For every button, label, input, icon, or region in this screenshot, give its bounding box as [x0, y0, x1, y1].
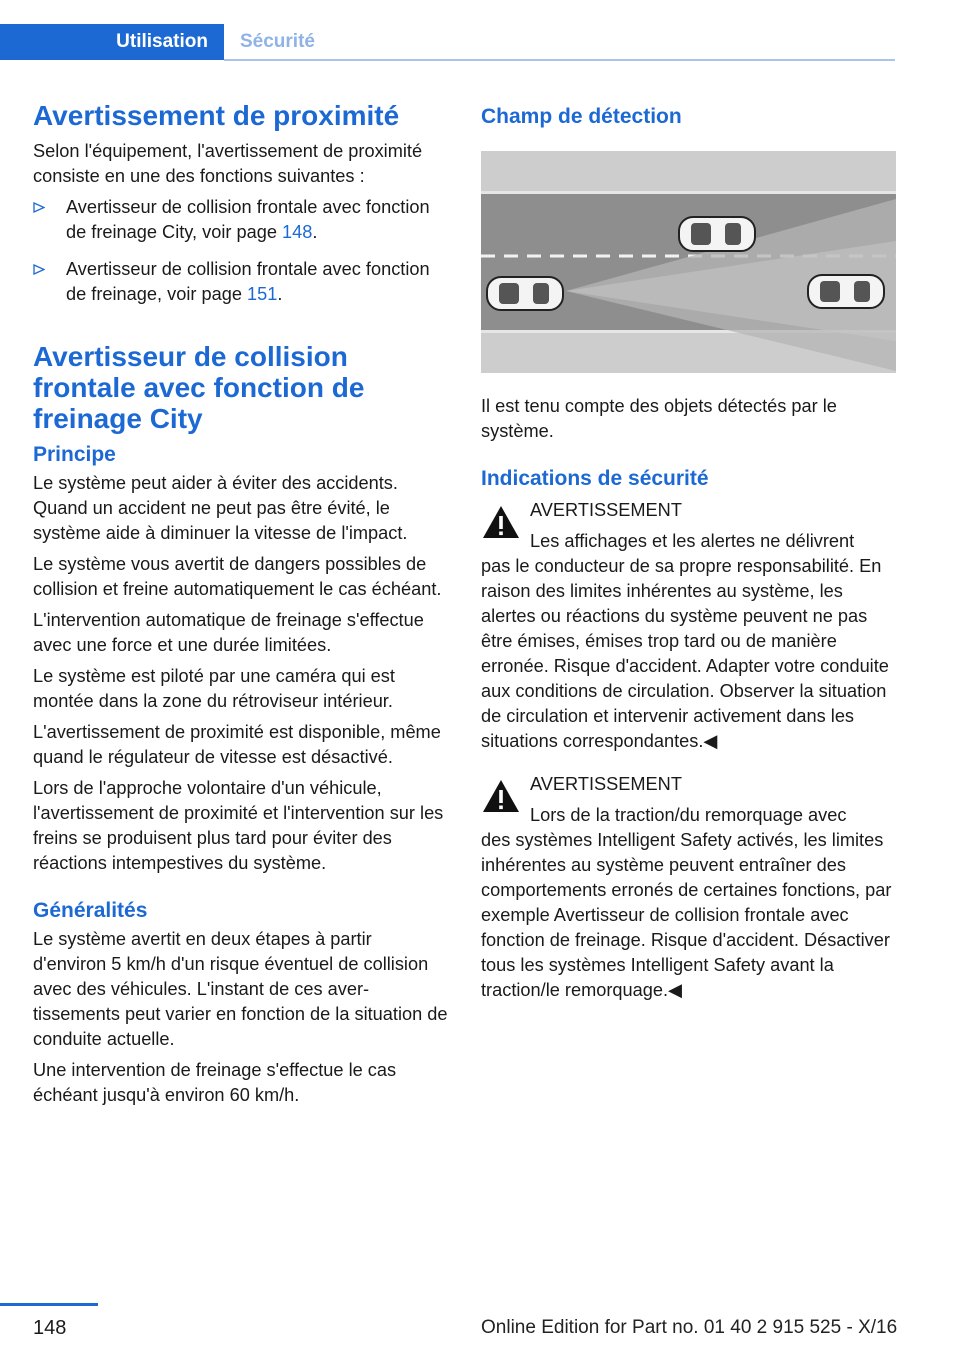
section-title-collision: Avertisseur de collision frontale avec fonction de freinage City [33, 341, 365, 434]
warning-text: Les affichages et les alertes ne délivrent pas le conducteur de sa propre responsabilité. En raison des limites inhérentes au système, les alertes ou réactions du système peuvent ne pas être émises, émises trop tard ou de manière erronée. Risque d'accident. Adapter votre conduite aux conditions de circulation. Observer la situation de circulation et intervenir activement dans les situations correspondantes.◀ [481, 531, 889, 751]
triangle-bullet-icon [33, 202, 45, 213]
right-column [481, 96, 896, 1003]
paragraph: Le système vous avertit de dangers possibles de collision et freine automatiquement le cas échéant. [33, 554, 442, 599]
paragraph: Une intervention de freinage s'effectue le cas échéant jusqu'à environ 60 km/h. [33, 1060, 397, 1105]
intro-paragraph: Selon l'équipement, l'avertissement de proximité consiste en une des fonctions suivantes : [33, 141, 423, 186]
header-bar [0, 24, 895, 62]
footer-rule [0, 1303, 98, 1306]
tab-utilisation[interactable]: Utilisation [0, 24, 224, 60]
paragraph: L'avertissement de proximité est disponible, même quand le régulateur de vitesse est désactivé. [33, 722, 441, 767]
list-item: Avertisseur de collision frontale avec fonction de freinage City, voir page 148. [33, 195, 448, 245]
figure-caption: Il est tenu compte des objets détectés par le système. [481, 396, 837, 441]
warning-title: AVERTISSEMENT [530, 500, 682, 520]
warning-title: AVERTISSEMENT [530, 774, 682, 794]
heading-indications-securite: Indications de sécurité [481, 467, 709, 490]
warning-block [481, 772, 896, 1003]
triangle-bullet-icon [33, 264, 45, 275]
warning-triangle-icon [481, 778, 521, 814]
warning-block [481, 498, 896, 754]
page-number: 148 [33, 1317, 67, 1339]
paragraph: Le système peut aider à éviter des accidents. Quand un accident ne peut pas être évité, le système aide à diminuer la vitesse de l'impact. [33, 473, 408, 543]
page-link-151[interactable]: 151 [247, 284, 278, 304]
edition-note: Online Edition for Part no. 01 40 2 915 525 - X/16 [481, 1317, 898, 1338]
paragraph: Le système avertit en deux étapes à partir d'environ 5 km/h d'un risque éventuel de collision avec des véhicules. L'instant de ces avertissements peut varier en fonction de la situation de conduite actuelle. [33, 929, 448, 1049]
car-icon [487, 277, 563, 310]
heading-generalites: Généralités [33, 899, 148, 922]
tab-securite[interactable]: Sécurité [240, 31, 315, 52]
list-item: Avertisseur de collision frontale avec fonction de freinage, voir page 151. [33, 257, 448, 307]
function-list [33, 195, 448, 307]
paragraph: Le système est piloté par une caméra qui est montée dans la zone du rétroviseur intérieur. [33, 666, 395, 711]
paragraph: L'intervention automatique de freinage s'effectue avec une force et une durée limitées. [33, 610, 424, 655]
header-rule [224, 59, 895, 61]
page-link-148[interactable]: 148 [282, 222, 313, 242]
paragraph: Lors de l'approche volontaire d'un véhicule, l'avertissement de proximité et l'intervention sur les freins se produisent plus tard pour éviter des réactions intempestives du système. [33, 778, 444, 873]
left-column [33, 96, 448, 1114]
car-icon [679, 217, 755, 251]
car-icon [808, 275, 884, 308]
heading-principe: Principe [33, 443, 116, 466]
detection-field-illustration [481, 151, 896, 373]
heading-champ-detection: Champ de détection [481, 105, 682, 128]
section-title-proximite: Avertissement de proximité [33, 100, 400, 131]
warning-text: Lors de la traction/du remorquage avec des systèmes Intelligent Safety activés, les limites inhérentes au système peuvent entraîner des comportements erronés de certaines fonctions, par exemple Avertisseur de collision frontale avec fonction de freinage. Risque d'accident. Désactiver tous les systèmes Intelligent Safety avant la traction/le remorquage.◀ [481, 805, 892, 1000]
warning-triangle-icon [481, 504, 521, 540]
